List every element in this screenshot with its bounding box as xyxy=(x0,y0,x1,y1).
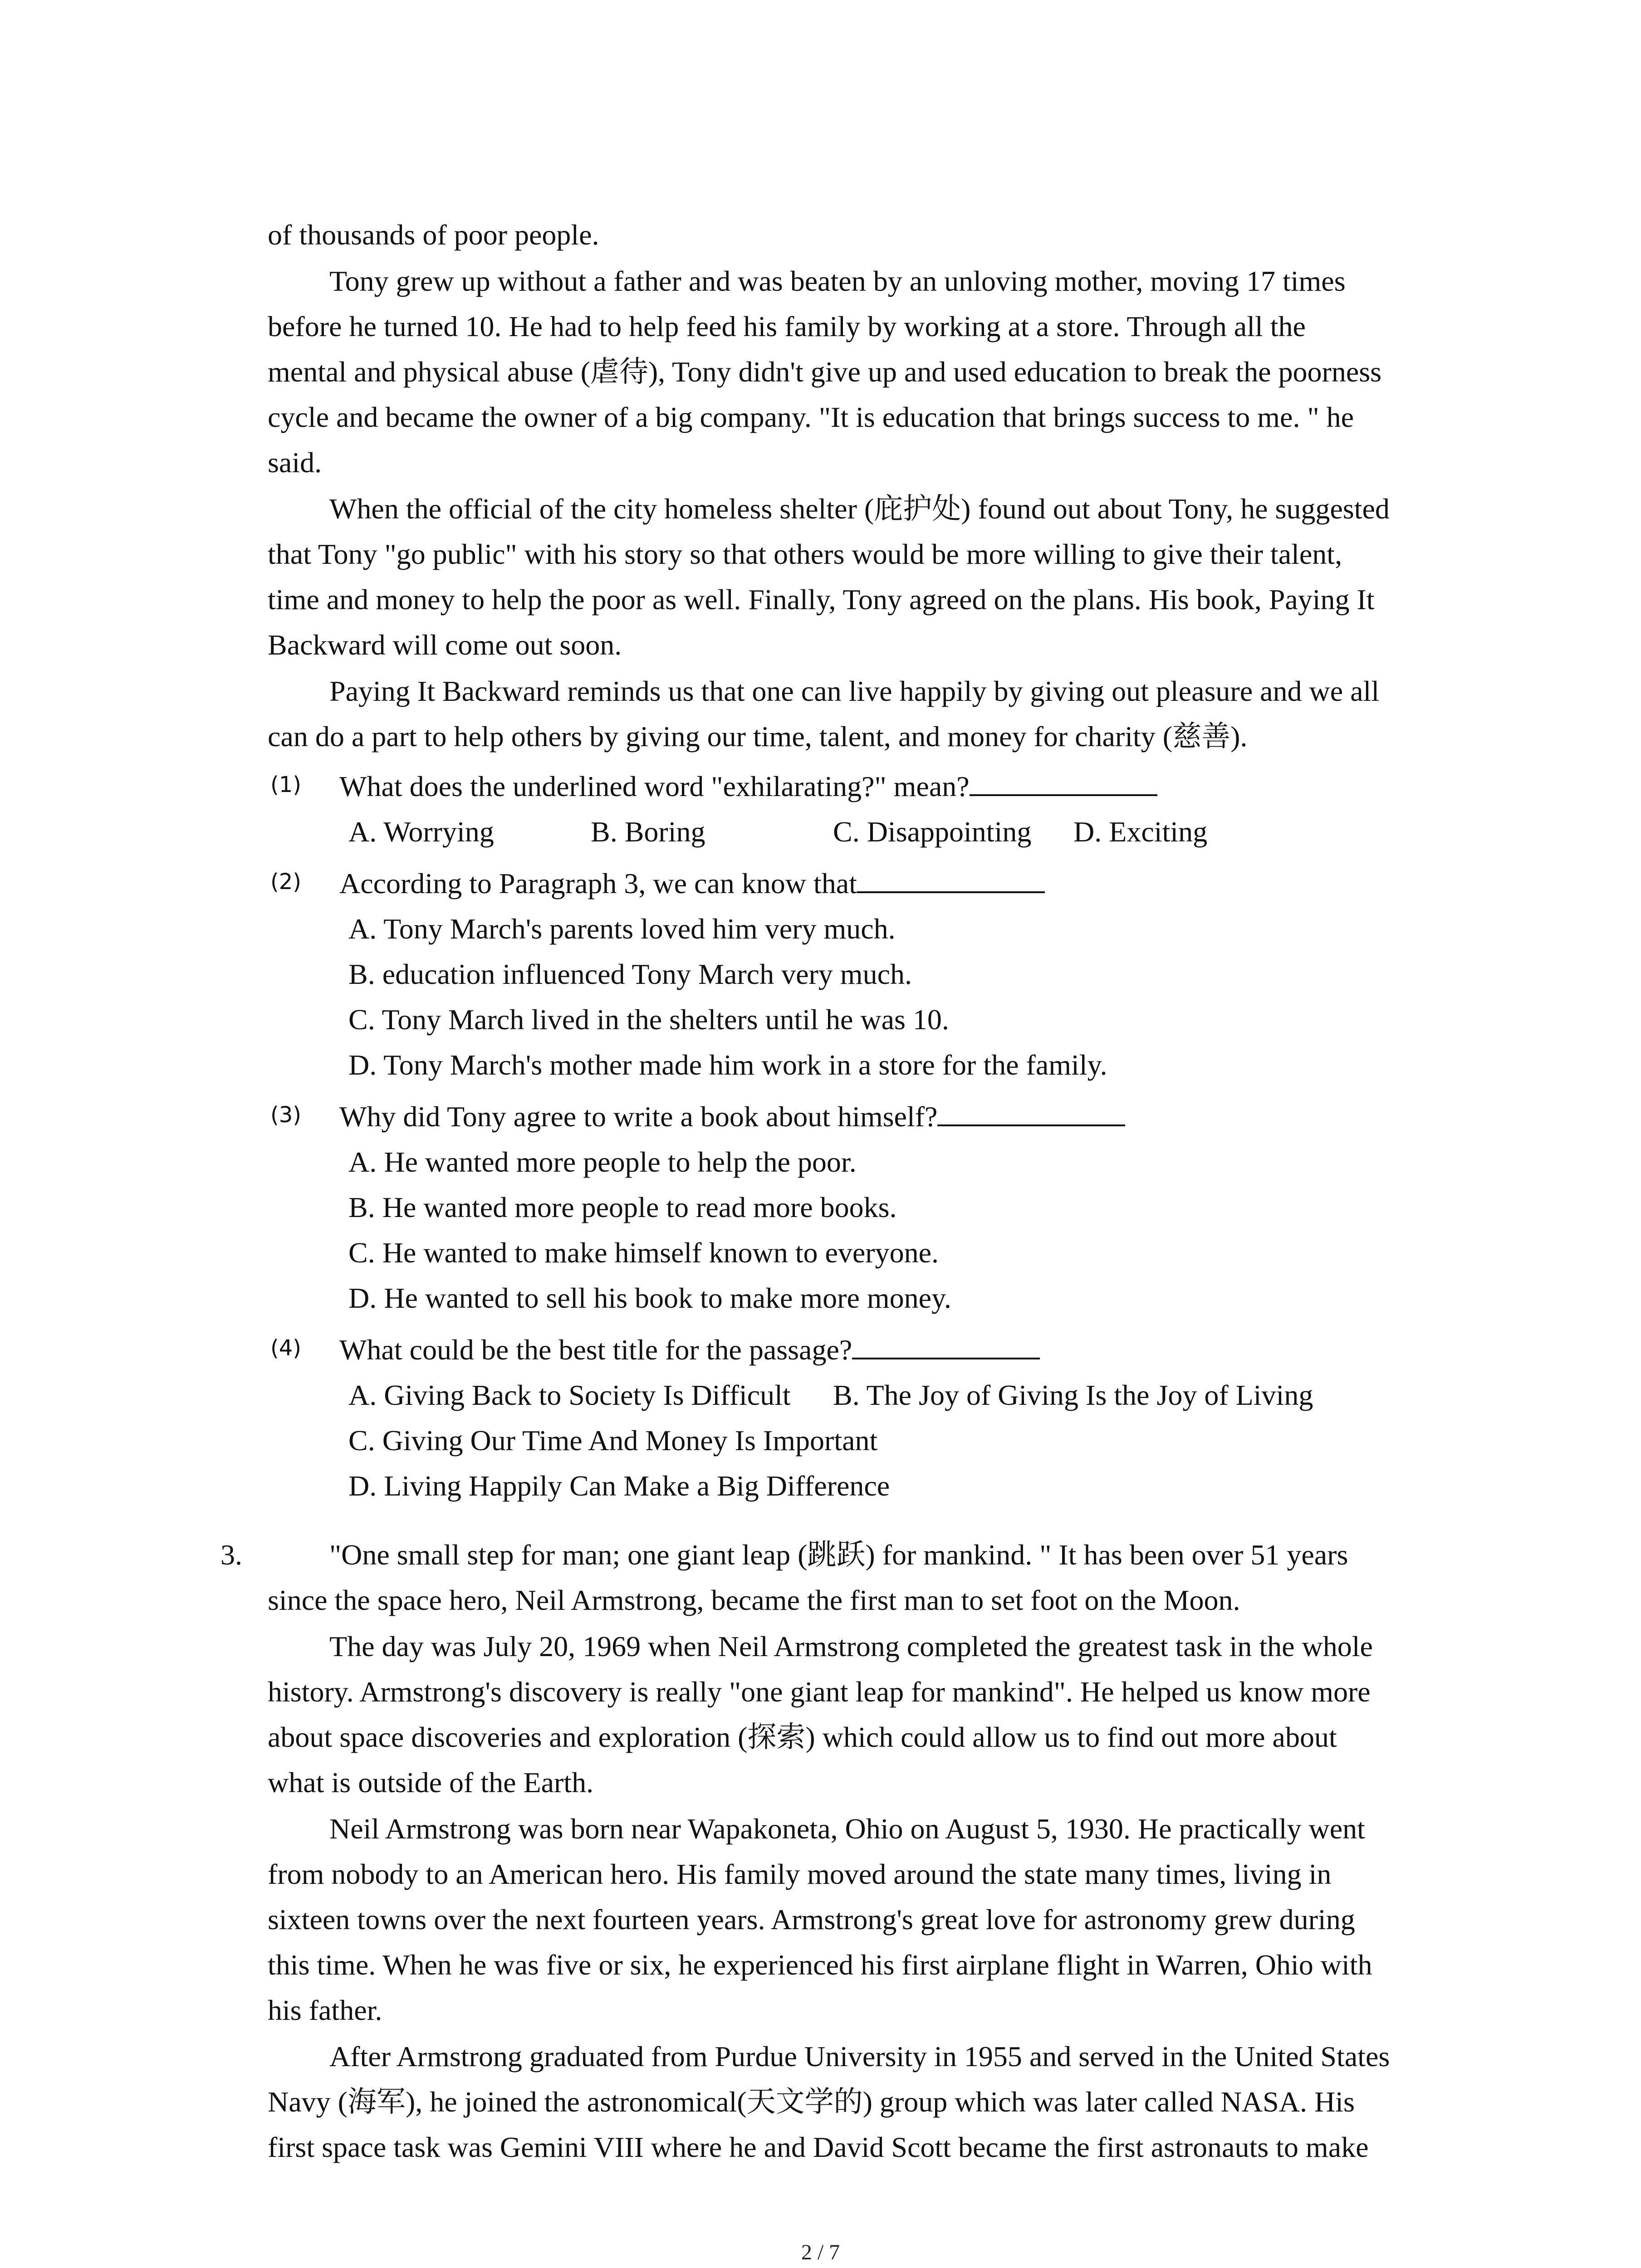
passage-line: The day was July 20, 1969 when Neil Armstrong completed the greatest task in the whole xyxy=(329,1630,1373,1662)
passage-line: cycle and became the owner of a big company. "It is education that brings success to me. " he xyxy=(268,401,1354,433)
passage-line: mental and physical abuse (虐待), Tony didn't give up and used education to break the poorness xyxy=(268,356,1382,388)
passage-line: When the official of the city homeless shelter (庇护处) found out about Tony, he suggested xyxy=(329,493,1390,525)
option[interactable]: A. Giving Back to Society Is Difficult xyxy=(348,1379,791,1411)
option[interactable]: A. He wanted more people to help the poor. xyxy=(348,1146,857,1178)
question-number: (4) xyxy=(270,1335,301,1361)
answer-blank[interactable] xyxy=(857,866,1045,893)
answer-blank[interactable] xyxy=(852,1332,1040,1359)
question-text xyxy=(339,865,1045,902)
question-text xyxy=(339,1099,1125,1135)
passage-line: Paying It Backward reminds us that one can live happily by giving out pleasure and we all xyxy=(329,675,1380,707)
passage-line: Tony grew up without a father and was beaten by an unloving mother, moving 17 times xyxy=(329,265,1346,297)
option[interactable]: C. Disappointing xyxy=(833,816,1032,848)
item-number: 3. xyxy=(220,1539,242,1571)
option[interactable]: C. Tony March lived in the shelters until he was 10. xyxy=(348,1003,949,1036)
option[interactable]: A. Worrying xyxy=(348,816,494,848)
question-number: (3) xyxy=(270,1102,301,1128)
passage-line: can do a part to help others by giving our time, talent, and money for charity (慈善). xyxy=(268,720,1248,753)
option[interactable]: B. He wanted more people to read more books. xyxy=(348,1191,897,1223)
question-text xyxy=(339,768,1157,805)
passage-line: said. xyxy=(268,446,322,479)
question-number: (1) xyxy=(270,772,301,797)
passage-line: Backward will come out soon. xyxy=(268,629,622,661)
passage-line: before he turned 10. He had to help feed his family by working at a store. Through all the xyxy=(268,310,1306,342)
passage-line: that Tony "go public" with his story so that others would be more willing to give their talent, xyxy=(268,538,1342,570)
option[interactable]: D. Tony March's mother made him work in a store for the family. xyxy=(348,1049,1107,1081)
page-number: 2 / 7 xyxy=(801,2240,840,2264)
option[interactable]: C. He wanted to make himself known to everyone. xyxy=(348,1237,939,1269)
answer-blank[interactable] xyxy=(937,1099,1125,1126)
passage-line: Neil Armstrong was born near Wapakoneta, Ohio on August 5, 1930. He practically went xyxy=(329,1813,1365,1845)
answer-blank[interactable] xyxy=(970,769,1157,796)
passage-line: this time. When he was five or six, he experienced his first airplane flight in Warren, Ohio with xyxy=(268,1949,1372,1981)
question-number: (2) xyxy=(270,869,301,894)
passage-line: what is outside of the Earth. xyxy=(268,1766,594,1799)
passage-line: from nobody to an American hero. His family moved around the state many times, living in xyxy=(268,1858,1332,1890)
question-text xyxy=(339,1332,1040,1368)
question-stem: What does the underlined word "exhilarating?" mean? xyxy=(339,770,970,802)
option[interactable]: B. The Joy of Giving Is the Joy of Living xyxy=(833,1379,1313,1411)
option[interactable]: C. Giving Our Time And Money Is Important xyxy=(348,1424,878,1457)
option[interactable]: D. Living Happily Can Make a Big Difference xyxy=(348,1470,890,1502)
options-row xyxy=(348,1377,1313,1413)
passage-line: since the space hero, Neil Armstrong, became the first man to set foot on the Moon. xyxy=(268,1584,1240,1616)
option[interactable]: D. Exciting xyxy=(1073,816,1208,848)
question-stem: Why did Tony agree to write a book about himself? xyxy=(339,1100,938,1133)
passage-line: time and money to help the poor as well. Finally, Tony agreed on the plans. His book, Paying It xyxy=(268,583,1375,616)
passage-line: "One small step for man; one giant leap (跳跃) for mankind. " It has been over 51 years xyxy=(329,1539,1348,1571)
passage-line: Navy (海军), he joined the astronomical(天文学的) group which was later called NASA. His xyxy=(268,2086,1355,2118)
option[interactable]: D. He wanted to sell his book to make more money. xyxy=(348,1282,951,1314)
passage-line: about space discoveries and exploration (探索) which could allow us to find out more about xyxy=(268,1721,1337,1753)
question-stem: What could be the best title for the passage? xyxy=(339,1334,852,1366)
passage-line: sixteen towns over the next fourteen years. Armstrong's great love for astronomy grew during xyxy=(268,1903,1355,1936)
passage-line: first space task was Gemini VIII where he and David Scott became the first astronauts to make xyxy=(268,2131,1369,2163)
option[interactable]: B. Boring xyxy=(591,816,705,848)
options-row xyxy=(348,814,1207,850)
passage-line: of thousands of poor people. xyxy=(268,219,599,251)
passage-line: his father. xyxy=(268,1994,382,2026)
option[interactable]: B. education influenced Tony March very much. xyxy=(348,958,912,990)
passage-line: history. Armstrong's discovery is really "one giant leap for mankind". He helped us know more xyxy=(268,1676,1371,1708)
option[interactable]: A. Tony March's parents loved him very much. xyxy=(348,913,896,945)
passage-line: After Armstrong graduated from Purdue University in 1955 and served in the United States xyxy=(329,2040,1390,2072)
question-stem: According to Paragraph 3, we can know that xyxy=(339,867,857,899)
